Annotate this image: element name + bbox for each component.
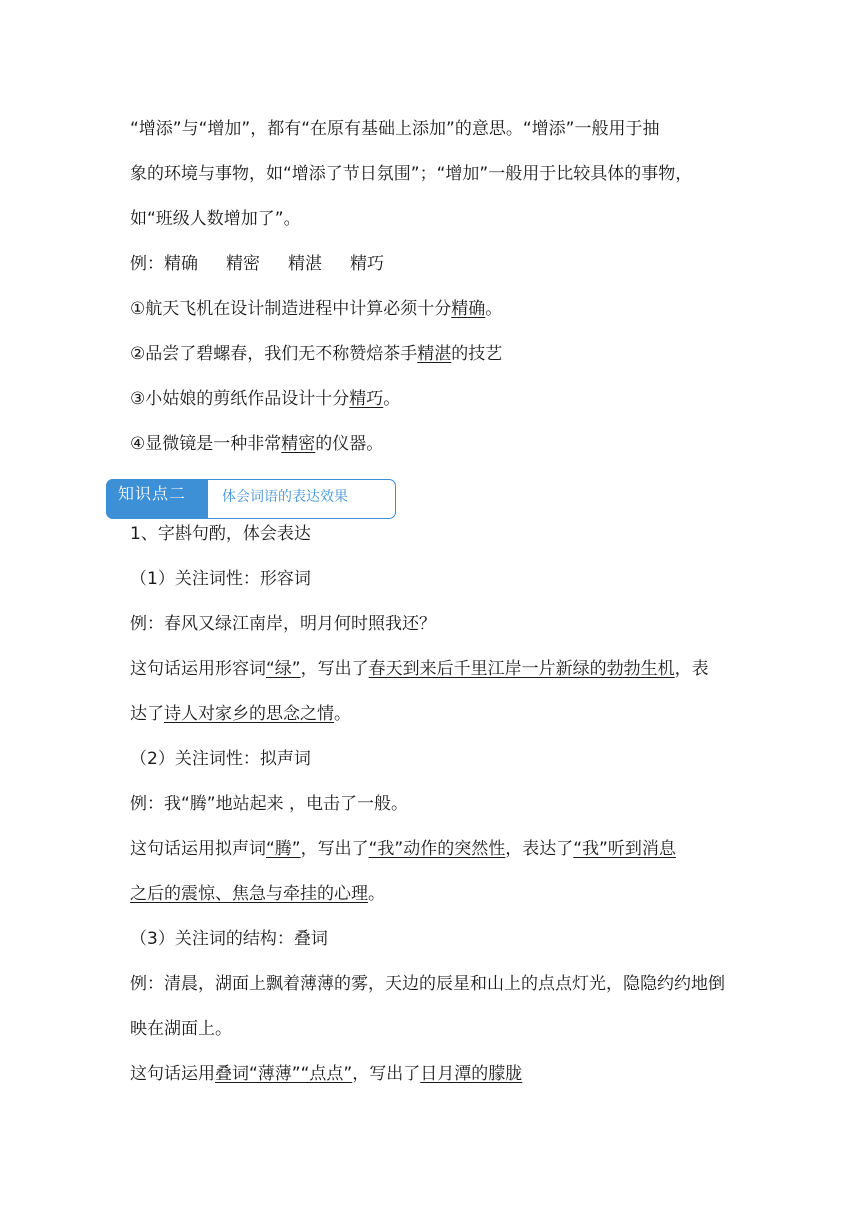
example-line: 例：清晨，湖面上飘着薄薄的雾，天边的辰星和山上的点点灯光，隐隐约约地倒 (130, 974, 725, 994)
analysis-text: ，表达了 (505, 839, 574, 859)
example-sentence (130, 342, 502, 366)
example-word: 精密 (226, 254, 260, 274)
analysis-line (130, 657, 709, 681)
underlined-phrase: 春天到来后千里江岸一片新绿的勃勃生机 (368, 659, 675, 679)
underlined-word: 精密 (281, 434, 316, 454)
knowledge-point-tag: 知识点二 (106, 479, 208, 519)
knowledge-point-title: 体会词语的表达效果 (222, 489, 348, 505)
sentence-text: 的仪器。 (315, 434, 384, 454)
example-line: 映在湖面上。 (130, 1019, 232, 1039)
analysis-text: 这句话运用形容词 (130, 659, 266, 679)
underlined-phrase: “薄薄”“点点” (249, 1064, 353, 1084)
underlined-phrase: 之后的震惊、焦急与牵挂的心理 (130, 884, 368, 904)
underlined-word: “绿” (266, 659, 301, 679)
paragraph-line: “增添”与“增加”，都有“在原有基础上添加”的意思。“增添”一般用于抽 (130, 119, 660, 139)
example-line: 例：我“腾”地站起来 ，电击了一般。 (130, 794, 409, 814)
underlined-word: 精确 (451, 299, 486, 319)
analysis-line (130, 837, 676, 861)
example-sentence (130, 297, 502, 321)
example-words (130, 252, 384, 276)
underlined-phrase: “我”动作的突然性 (368, 839, 506, 859)
sentence-text: 。 (383, 389, 401, 409)
example-word: 精巧 (350, 254, 384, 274)
sentence-text: 的技艺 (451, 344, 503, 364)
underlined-phrase: “我”听到消息 (573, 839, 676, 859)
example-word: 例：精确 (130, 254, 198, 274)
sentence-text: ④显微镜是一种非常 (130, 434, 282, 454)
underlined-word: 叠词 (215, 1064, 249, 1084)
subsection-heading: （1）关注词性：形容词 (130, 569, 311, 589)
analysis-text: ，表 (674, 659, 709, 679)
example-line: 例：春风又绿江南岸，明月何时照我还？ (130, 614, 436, 634)
example-sentence (130, 387, 400, 411)
subsection-heading: （2）关注词性：拟声词 (130, 749, 311, 769)
example-word: 精湛 (288, 254, 322, 274)
analysis-text: 达了 (130, 704, 164, 724)
section-heading: 1、字斟句酌，体会表达 (130, 524, 311, 544)
sentence-text: 。 (485, 299, 503, 319)
subsection-heading: （3）关注词的结构：叠词 (130, 929, 328, 949)
analysis-line (130, 1062, 522, 1086)
underlined-word: 精湛 (417, 344, 452, 364)
analysis-text: 这句话运用 (130, 1064, 215, 1084)
paragraph-line: 象的环境与事物，如“增添了节日氛围”；“增加”一般用于比较具体的事物， (130, 164, 693, 184)
sentence-text: ③小姑娘的剪纸作品设计十分 (130, 389, 350, 409)
underlined-phrase: 诗人对家乡的思念之情 (164, 704, 334, 724)
analysis-text: ，写出了 (300, 659, 369, 679)
analysis-line (130, 882, 385, 906)
underlined-word: “腾” (266, 839, 301, 859)
analysis-text: 这句话运用拟声词 (130, 839, 266, 859)
analysis-text: 。 (368, 884, 385, 904)
sentence-text: ②品尝了碧螺春，我们无不称赞焙茶手 (130, 344, 418, 364)
underlined-phrase: 日月潭的朦胧 (420, 1064, 523, 1084)
analysis-text: ，写出了 (300, 839, 369, 859)
example-sentence (130, 432, 383, 456)
analysis-line (130, 702, 351, 726)
sentence-text: ①航天飞机在设计制造进程中计算必须十分 (130, 299, 452, 319)
underlined-word: 精巧 (349, 389, 384, 409)
analysis-text: ，写出了 (352, 1064, 421, 1084)
analysis-text: 。 (334, 704, 351, 724)
paragraph-line: 如“班级人数增加了”。 (130, 209, 301, 229)
